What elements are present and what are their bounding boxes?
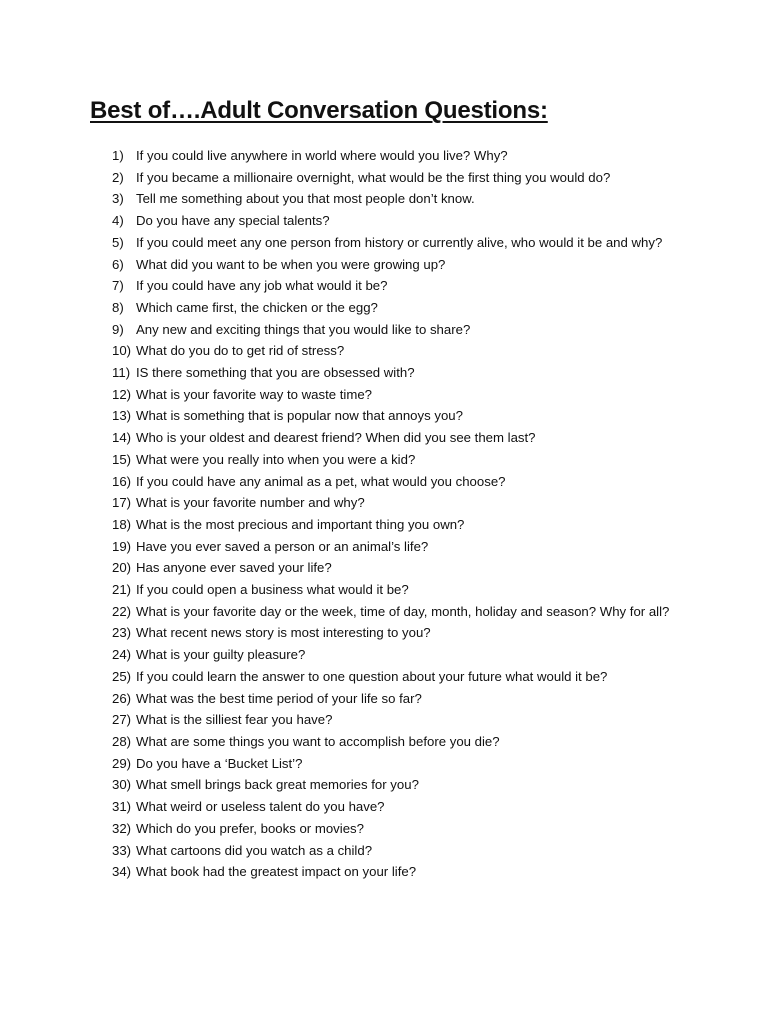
list-item (112, 340, 692, 362)
question-number: 2) (112, 169, 124, 185)
list-item (112, 622, 692, 644)
list-item (112, 427, 692, 449)
question-text: Have you ever saved a person or an animal’s life? (136, 538, 429, 554)
question-text: What cartoons did you watch as a child? (136, 842, 373, 858)
list-item (112, 688, 692, 710)
question-number: 8) (112, 299, 124, 315)
question-number: 30) (112, 777, 132, 793)
question-text: What was the best time period of your life so far? (136, 690, 422, 706)
question-number: 21) (112, 582, 132, 598)
question-text: What is the most precious and important thing you own? (136, 516, 465, 532)
list-item (112, 536, 692, 558)
list-item (112, 405, 692, 427)
question-number: 4) (112, 213, 124, 229)
question-number: 16) (112, 473, 132, 489)
list-item (112, 601, 692, 623)
question-number: 5) (112, 234, 124, 250)
question-number: 22) (112, 603, 132, 619)
question-text: Do you have a ‘Bucket List’? (136, 755, 303, 771)
question-text: What smell brings back great memories for you? (136, 777, 419, 793)
list-item (112, 818, 692, 840)
question-number: 25) (112, 668, 132, 684)
question-text: What were you really into when you were a kid? (136, 451, 416, 467)
list-item (112, 319, 692, 341)
question-text: What is your guilty pleasure? (136, 647, 306, 663)
question-number: 31) (112, 799, 132, 815)
list-item (112, 557, 692, 579)
list-item (112, 471, 692, 493)
list-item (112, 145, 692, 167)
list-item (112, 384, 692, 406)
question-text: If you could have any job what would it be? (136, 278, 388, 294)
list-item (112, 774, 692, 796)
list-item (112, 449, 692, 471)
question-text: What is the silliest fear you have? (136, 712, 333, 728)
question-text: If you could learn the answer to one question about your future what would it be? (136, 668, 608, 684)
list-item (112, 492, 692, 514)
question-number: 20) (112, 560, 132, 576)
question-text: What is your favorite day or the week, time of day, month, holiday and season? Why for all? (136, 603, 670, 619)
list-item (112, 644, 692, 666)
list-item (112, 861, 692, 883)
list-item (112, 840, 692, 862)
question-text: If you could meet any one person from history or currently alive, who would it be and why? (136, 234, 663, 250)
question-number: 23) (112, 625, 132, 641)
question-text: If you could have any animal as a pet, what would you choose? (136, 473, 506, 489)
question-text: What book had the greatest impact on your life? (136, 864, 417, 880)
question-number: 24) (112, 647, 132, 663)
list-item (112, 275, 692, 297)
question-number: 11) (112, 365, 131, 381)
question-number: 1) (112, 148, 124, 163)
question-number: 32) (112, 820, 132, 836)
question-text: Which do you prefer, books or movies? (136, 820, 364, 836)
question-number: 33) (112, 842, 132, 858)
question-text: Who is your oldest and dearest friend? When did you see them last? (136, 430, 536, 446)
list-item (112, 753, 692, 775)
question-text: What is your favorite number and why? (136, 495, 365, 511)
question-text: Do you have any special talents? (136, 213, 330, 229)
list-item (112, 232, 692, 254)
list-item (112, 731, 692, 753)
list-item (112, 514, 692, 536)
question-number: 14) (112, 430, 132, 446)
list-item (112, 254, 692, 276)
question-text: What are some things you want to accomplish before you die? (136, 733, 500, 749)
question-text: What did you want to be when you were growing up? (136, 256, 446, 272)
question-number: 3) (112, 191, 124, 207)
question-text: What recent news story is most interesting to you? (136, 625, 431, 641)
list-item (112, 709, 692, 731)
question-number: 12) (112, 386, 132, 402)
question-number: 18) (112, 516, 132, 532)
list-item (112, 210, 692, 232)
question-text: Tell me something about you that most people don’t know. (136, 191, 475, 207)
question-text: What do you do to get rid of stress? (136, 343, 345, 359)
question-text: Any new and exciting things that you would like to share? (136, 321, 471, 337)
list-item (112, 362, 692, 384)
question-number: 6) (112, 256, 124, 272)
list-item (112, 188, 692, 210)
question-number: 13) (112, 408, 132, 424)
list-item (112, 579, 692, 601)
question-text: What is your favorite way to waste time? (136, 386, 372, 402)
list-item (112, 666, 692, 688)
question-number: 17) (112, 495, 132, 511)
question-text: If you became a millionaire overnight, what would be the first thing you would do? (136, 169, 611, 185)
list-item (112, 297, 692, 319)
question-number: 29) (112, 755, 132, 771)
question-text: If you could live anywhere in world where would you live? Why? (136, 148, 508, 163)
question-number: 10) (112, 343, 132, 359)
question-text: If you could open a business what would it be? (136, 582, 409, 598)
question-list (112, 145, 692, 883)
question-text: What weird or useless talent do you have? (136, 799, 385, 815)
question-number: 9) (112, 321, 124, 337)
page-title: Best of….Adult Conversation Questions: (90, 97, 548, 124)
question-number: 34) (112, 864, 132, 880)
question-number: 15) (112, 451, 132, 467)
question-number: 19) (112, 538, 132, 554)
question-number: 7) (112, 278, 124, 294)
list-item (112, 796, 692, 818)
question-number: 27) (112, 712, 132, 728)
question-text: IS there something that you are obsessed with? (136, 365, 415, 381)
question-number: 26) (112, 690, 132, 706)
question-text: What is something that is popular now that annoys you? (136, 408, 463, 424)
question-text: Which came first, the chicken or the egg? (136, 299, 378, 315)
question-text: Has anyone ever saved your life? (136, 560, 332, 576)
list-item (112, 167, 692, 189)
question-number: 28) (112, 733, 132, 749)
